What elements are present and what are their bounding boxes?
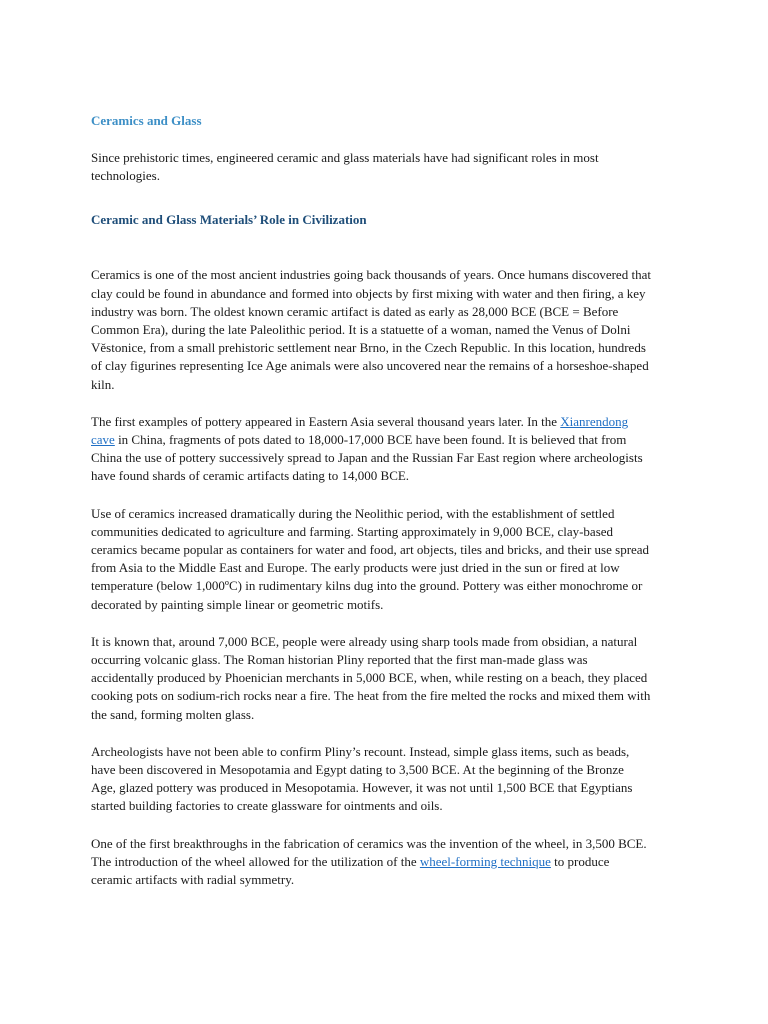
paragraph-text: to produce ceramic artifacts with radial symmetry.: [91, 853, 610, 888]
wheel-forming-technique-link[interactable]: wheel-forming technique: [419, 853, 551, 869]
paragraph-text: in China, fragments of pots dated to 18,000-17,000 BCE have been found. It is believed that from China the use of pottery successively spread to Japan and the Russian Far East region where archeologists have found shards of ceramic artifacts dating to 14,000 BCE.: [91, 432, 643, 484]
paragraph-eastern-asia-pottery: [91, 413, 651, 486]
paragraph-wheel-invention: [91, 835, 651, 890]
paragraph-neolithic-ceramics: Use of ceramics increased dramatically during the Neolithic period, with the establishment of settled communities dedicated to agriculture and farming. Starting approximately in 9,000 BCE, clay-based ceramics became popular as containers for water and food, art objects, tiles and bricks, and their use spread from Asia to the Middle East and Europe. The early products were just dried in the sun or fired at low temperature (below 1,000ºC) in rudimentary kilns dug into the ground. Pottery was either monochrome or decorated by painting simple linear or geometric motifs.: [91, 505, 650, 612]
document-title: Ceramics and Glass: [91, 113, 202, 128]
paragraph-mesopotamia-glass: Archeologists have not been able to confirm Pliny’s recount. Instead, simple glass items, such as beads, have been discovered in Mesopotamia and Egypt dating to 3,500 BCE. At the beginning of the Bronze Age, glazed pottery was produced in Mesopotamia. However, it was not until 1,500 BCE that Egyptians started building factories to create glassware for ointments and oils.: [91, 743, 633, 814]
paragraph-obsidian-glass: It is known that, around 7,000 BCE, people were already using sharp tools made from obsidian, a natural occurring volcanic glass. The Roman historian Pliny reported that the first man-made glass was accidentally produced by Phoenician merchants in 5,000 BCE, when, while resting on a beach, they placed cooking pots on sodium-rich rocks near a fire. The heat from the fire melted the rocks and mixed them with the sand, forming molten glass.: [91, 633, 651, 722]
document-page: [91, 112, 651, 889]
intro-paragraph: Since prehistoric times, engineered ceramic and glass materials have had significant roles in most technologies.: [91, 150, 599, 184]
paragraph-ancient-ceramics: Ceramics is one of the most ancient industries going back thousands of years. Once humans discovered that clay could be found in abundance and formed into objects by first mixing with water and then firing, a key industry was born. The oldest known ceramic artifact is dated as early as 28,000 BCE (BCE = Before Common Era), during the late Paleolithic period. It is a statuette of a woman, named the Venus of Dolni Věstonice, from a small prehistoric settlement near Brno, in the Czech Republic. In this location, hundreds of clay figurines representing Ice Age animals were also uncovered near the remains of a horseshoe-shaped kiln.: [91, 267, 651, 392]
section-heading: Ceramic and Glass Materials’ Role in Civilization: [91, 212, 367, 228]
xianrendong-cave-link[interactable]: Xianrendong cave: [91, 413, 629, 448]
paragraph-text: The first examples of pottery appeared in Eastern Asia several thousand years later. In the: [91, 413, 561, 429]
paragraph-text: One of the first breakthroughs in the fabrication of ceramics was the invention of the wheel, in 3,500 BCE. The introduction of the wheel allowed for the utilization of the: [91, 835, 647, 869]
